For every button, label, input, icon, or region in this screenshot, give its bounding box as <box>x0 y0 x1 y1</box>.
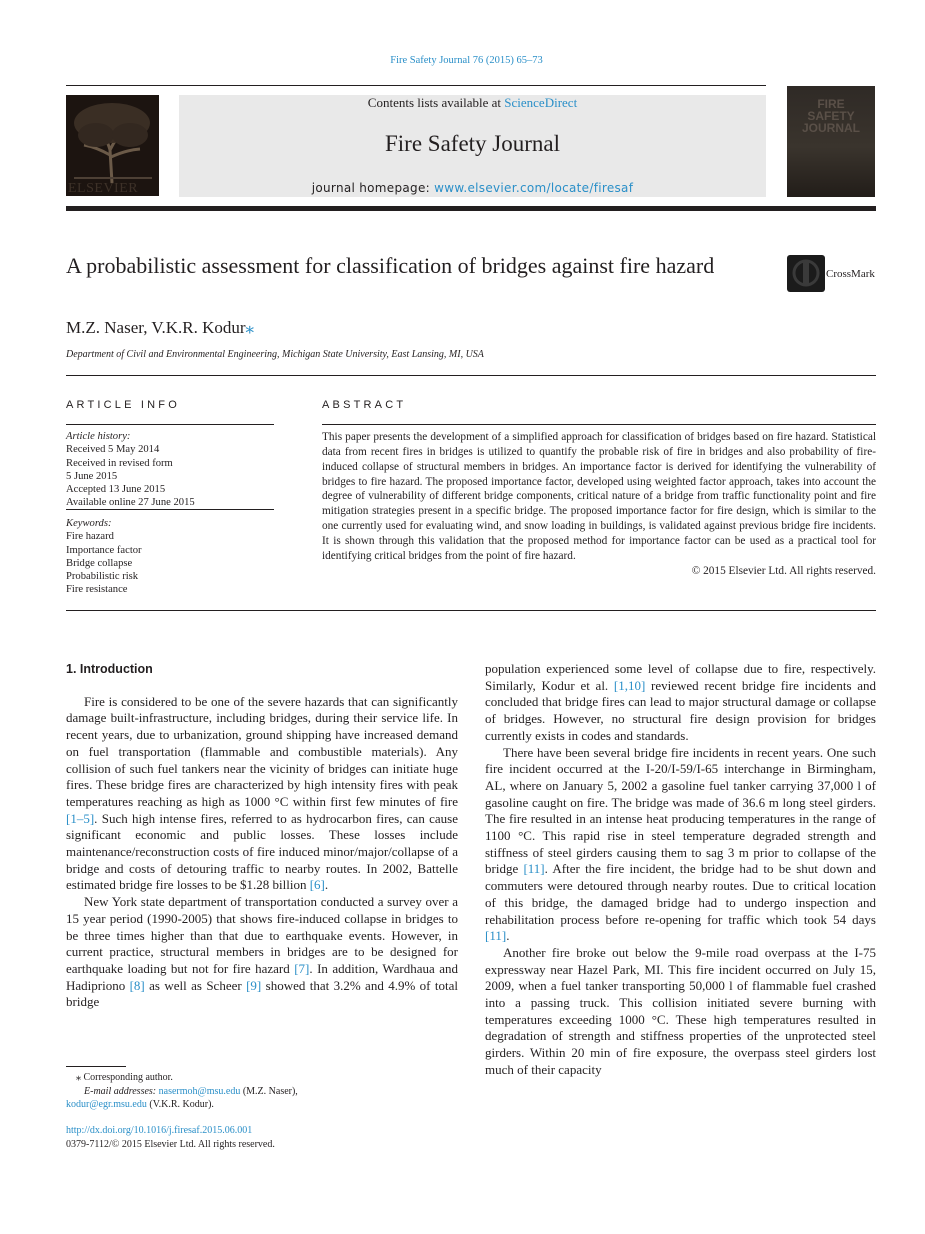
body-paragraph: population experienced some level of collapse due to fire, respectively. Similarly, Kodur et al. [1,10] reviewed recent bridge fire incidents and concluded that bridge fires can lead to major structural damage or collapse of bridges. However, no structural fire design provision for bridges currently exists in codes and standards. <box>485 661 876 743</box>
homepage-prefix: journal homepage: <box>311 181 435 195</box>
keyword-item: Fire hazard <box>66 531 114 543</box>
homepage-link[interactable]: www.elsevier.com/locate/firesaf <box>434 181 634 195</box>
article-info-heading: ARTICLE INFO <box>66 399 180 411</box>
author-names: M.Z. Naser, V.K.R. Kodur <box>66 318 246 337</box>
keyword-item: Importance factor <box>66 544 142 556</box>
header-thick-rule <box>66 206 876 211</box>
issn-line: 0379-7112/© 2015 Elsevier Ltd. All rights reserved. <box>66 1138 275 1150</box>
body-left-column <box>66 661 458 1011</box>
history-item: Accepted 13 June 2015 <box>66 484 166 496</box>
header-top-rule <box>66 85 766 86</box>
email-link[interactable]: nasermoh@msu.edu <box>158 1085 241 1097</box>
citation-link[interactable]: [11] <box>485 928 507 944</box>
keywords <box>66 517 274 597</box>
keywords-label: Keywords: <box>66 518 112 529</box>
abstract-text <box>322 430 876 578</box>
citation-link[interactable]: [8] <box>129 977 145 993</box>
email-note: kodur@egr.msu.edu (V.K.R. Kodur). <box>66 1099 214 1110</box>
keyword-item: Probabilistic risk <box>66 571 139 583</box>
crossmark-icon[interactable] <box>787 255 825 292</box>
journal-masthead <box>179 95 766 197</box>
contents-line <box>179 95 766 111</box>
footnotes <box>66 1071 458 1112</box>
body-right-column <box>485 661 876 1079</box>
elsevier-logo <box>66 95 159 196</box>
citation-link[interactable]: [11] <box>523 861 545 877</box>
corresponding-author-mark[interactable]: ⁎ <box>245 318 255 337</box>
body-paragraph: Fire is considered to be one of the severe hazards that can significantly damage built-infrastructure, including bridges, during their service life. In recent years, due to urbanization, ground shipping have increased demand on fuel transportation (flammable and combustible materials). Any collision of such fuel tankers near the vicinity of bridges can initiate huge fires. These bridge fires are characterized by high intensity fires with peak temperatures reaching as high as 1000 °C within first few minutes of fire [1–5]. Such high intense fires, referred to as hydrocarbon fires, can cause significant economic and public losses. These losses include maintenance/reconstruction costs of fire induced minor/major/collapse of a bridge and costs of detouring traffic to nearby routes. In 2002, Battelle estimated bridge fire losses to be $1.28 billion [6]. <box>66 693 458 893</box>
section-heading: 1. Introduction <box>66 662 153 676</box>
crossmark-label[interactable]: CrossMark <box>826 268 875 280</box>
divider <box>66 509 274 510</box>
divider <box>322 424 876 425</box>
author-list <box>66 318 254 338</box>
journal-homepage-line <box>179 181 766 195</box>
divider <box>66 610 876 611</box>
cover-title-line: FIRE <box>817 97 845 111</box>
abstract-heading: ABSTRACT <box>322 399 407 411</box>
cover-title-line: JOURNAL <box>801 121 860 135</box>
history-item: 5 June 2015 <box>66 470 118 482</box>
doi-link[interactable]: http://dx.doi.org/10.1016/j.firesaf.2015.06.001 <box>66 1125 253 1136</box>
cover-title-line: SAFETY <box>807 109 855 123</box>
abstract-paragraph: This paper presents the development of a simplified approach for classification of bridges based on fire hazard. Statistical data from recent fires in bridges is utilized to quantify the probable risk of fire in bridges and also probability of fire-induced collapse of structural members in bridges. An importance factor is derived for identifying the vulnerability of bridges to fire hazard. The proposed importance factor, developed using weighted factor approach, takes into account the degree of vulnerability of different bridge components, critical nature of a bridge from traffic functionality point and fire mitigation strategies present in a specific bridge. The proposed importance factor for fire design, which is similar to the one currently used for evaluating wind, and snow loading in buildings, is validated against previous bridge fire incidents. It is shown through this validation that the proposed method for importance factor can be used as a practical tool for identifying critical bridges from the point of fire hazard. <box>322 431 876 562</box>
keyword-item: Fire resistance <box>66 584 128 596</box>
body-paragraph: New York state department of transportation conducted a survey over a 15 year period (1990-2005) that shows fire-induced collapse in bridges to be three times higher than that due to earthquake events. However, in current practice, structural members in bridges are to be designed for earthquake loading but not for fire hazard [7]. In addition, Wardhaua and Hadipriono [8] as well as Scheer [9] showed that 3.2% and 4.9% of total bridge <box>66 894 458 1010</box>
citation-link[interactable]: [6] <box>309 877 325 893</box>
divider <box>66 375 876 376</box>
sciencedirect-link[interactable]: ScienceDirect <box>504 95 578 110</box>
history-item: Available online 27 June 2015 <box>66 497 195 509</box>
doi-block <box>66 1124 275 1151</box>
journal-name: Fire Safety Journal <box>384 131 560 156</box>
article-title: A probabilistic assessment for classification of bridges against fire hazard <box>66 253 715 278</box>
article-history-label: Article history: <box>66 431 131 442</box>
history-item: Received in revised form <box>66 457 173 469</box>
history-item: Received 5 May 2014 <box>66 444 160 456</box>
citation-link[interactable]: [7] <box>294 960 310 976</box>
email-note: E-mail addresses: nasermoh@msu.edu (M.Z. Naser), <box>84 1085 298 1097</box>
citation-link[interactable]: [1–5] <box>66 810 95 826</box>
body-paragraph: There have been several bridge fire incidents in recent years. One such fire incident occurred at the I-20/I-59/I-65 interchange in Birmingham, AL, where on January 5, 2002 a gasoline fuel tanker carrying 37,000 l of gasoline caught on fire. The bridge was made of 36.6 m long steel girders. The fire resulted in an intense heat producing temperatures in the range of 1100 °C. This rapid rise in steel temperature degraded strength and stiffness of steel girders causing them to sag 3 m prior to collapse of the bridge [11]. After the fire incident, the bridge had to be shut down and commuters were detoured through nearby routes. Due to critical location of this bridge, the damaged bridge had to undergo inspection and rehabilitation process before re-opening for traffic which took 54 days [11]. <box>485 744 876 944</box>
citation-link[interactable]: [1,10] <box>613 677 646 693</box>
elsevier-wordmark: ELSEVIER <box>68 181 139 196</box>
body-paragraph: Another fire broke out below the 9-mile road overpass at the I-75 expressway near Hazel Park, MI. This fire incident occurred on July 15, 2009, when a fuel tanker transporting 50,000 l of flammable fuel crashed into a passing truck. This collision initiated severe burning with temperatures exceeding 1000 °C. These high temperatures resulted in degradation of strength and stiffness properties of the unprotected steel girders. Within 20 min of fire exposure, the overpass steel girders lost much of their capacity <box>485 944 876 1077</box>
abstract-copyright: © 2015 Elsevier Ltd. All rights reserved. <box>691 564 876 577</box>
author-affiliation: Department of Civil and Environmental Engineering, Michigan State University, East Lansing, MI, USA <box>66 349 484 360</box>
keyword-item: Bridge collapse <box>66 557 133 569</box>
journal-cover-image <box>787 86 875 197</box>
journal-reference-link[interactable]: Fire Safety Journal 76 (2015) 65–73 <box>390 55 543 66</box>
citation-link[interactable]: [9] <box>246 977 262 993</box>
corresponding-author-note: ⁎ Corresponding author. <box>76 1072 173 1083</box>
contents-prefix: Contents lists available at <box>367 95 505 110</box>
divider <box>66 424 274 425</box>
footnote-rule <box>66 1066 126 1067</box>
email-link[interactable]: kodur@egr.msu.edu <box>66 1099 147 1110</box>
article-history <box>66 430 274 510</box>
